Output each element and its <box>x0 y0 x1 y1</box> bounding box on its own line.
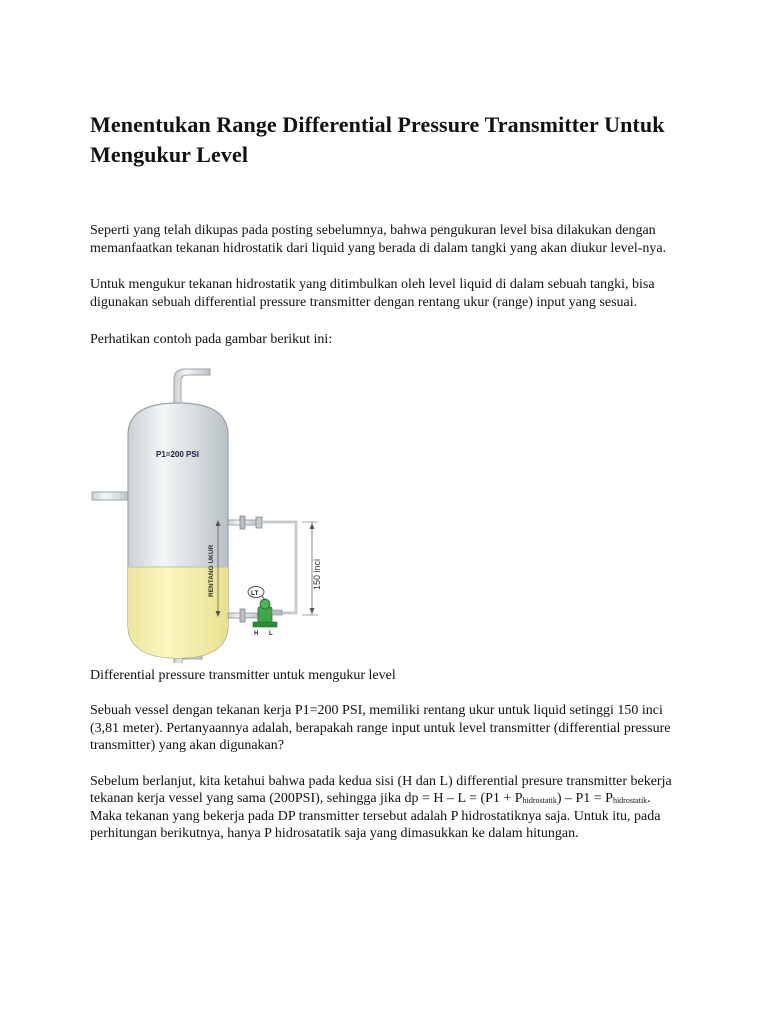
low-side-label: L <box>269 630 273 637</box>
vessel-diagram-figure <box>90 363 330 663</box>
figure-caption: Differential pressure transmitter untuk mengukur level <box>90 667 396 683</box>
paragraph-vessel-problem: Sebuah vessel dengan tekanan kerja P1=200 PSI, memiliki rentang ukur untuk liquid setinggi 150 inci (3,81 meter). Pertanyaannya adalah, berapakah range input untuk level transmitter (differential pressure transmitter) yang akan digunakan? <box>90 703 671 753</box>
height-label: 150 inci <box>312 558 322 590</box>
paragraph-hydrostatic: Untuk mengukur tekanan hidrostatik yang ditimbulkan oleh level liquid di dalam sebuah tangki, bisa digunakan sebuah differential pressure transmitter dengan rentang ukur (range) input yang sesuai. <box>90 277 655 310</box>
dp-text-a: Sebelum berlanjut, kita ketahui bahwa pada kedua sisi (H dan L) differential presure transmitter bekerja tekanan kerja vessel yang sama (200PSI), sehingga jika dp = H – L = (P1 + P <box>90 773 672 806</box>
paragraph-see-figure: Perhatikan contoh pada gambar berikut ini: <box>90 332 333 347</box>
high-side-label: H <box>254 630 259 637</box>
hydrostatic-subscript-1: hidrostatik <box>522 796 557 805</box>
dp-text-c: . Maka tekanan yang bekerja pada DP transmitter tersebut adalah P hidrostatiknya saja. Untuk itu, pada perhitungan berikutnya, hanya P hidrosatatik saja yang dimasukkan ke dalam hitungan. <box>90 791 661 841</box>
side-nozzle <box>92 492 130 500</box>
hydrostatic-subscript-2: hidrostatik <box>612 796 648 805</box>
vessel-diagram <box>90 363 330 663</box>
transmitter-label: LT <box>251 589 259 597</box>
dp-text-b: ) – P1 = P <box>556 791 613 806</box>
article <box>90 110 680 843</box>
range-label: RENTANG UKUR <box>208 544 215 597</box>
top-inlet-pipe <box>174 369 210 405</box>
pressure-label: P1=200 PSI <box>156 449 199 459</box>
paragraph-dp-explanation <box>90 773 680 843</box>
intro-paragraph: Seperti yang telah dikupas pada posting sebelumnya, bahwa pengukuran level bisa dilakukan dengan memanfaatkan tekanan hidrostatik dari liquid yang berada di dalam tangki yang akan diukur level-nya. <box>90 223 667 256</box>
article-title: Menentukan Range Differential Pressure Transmitter Untuk Mengukur Level <box>90 112 665 167</box>
